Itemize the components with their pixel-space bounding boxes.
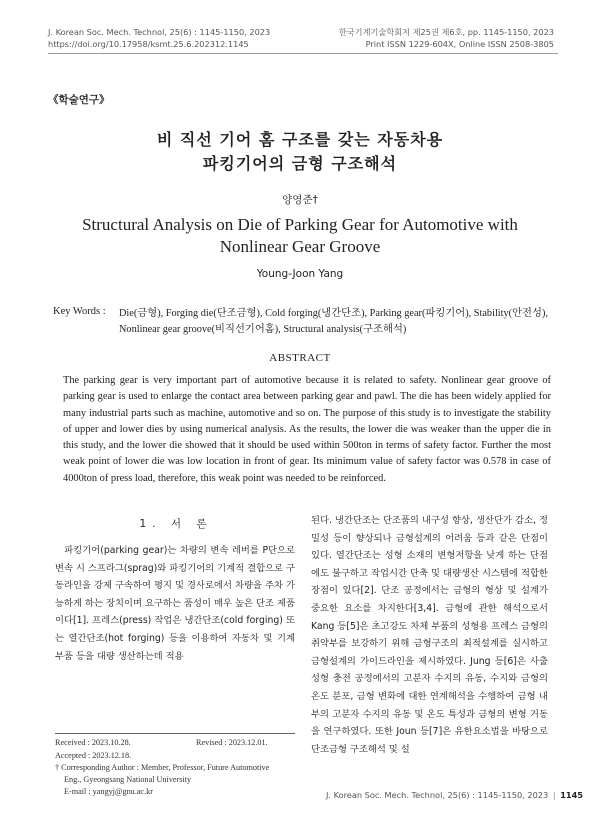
intro-left-column: 파킹기어(parking gear)는 차량의 변속 레버를 P단으로 변속 시 스프라그(sprag)와 파킹기어의 기계적 결합으로 구동라인을 강제 구속하여 평지 및 경사로에서 차량을 주차 가능하게 하는 장치이며 요구하는 품성이 매우 높은 단조 제품이다[1]. 프레스(press) 작업은 냉간단조(cold forging) 또는 열간단조(hot forging) 등을 이용하여 자동차 및 기계 부품 등을 대량 생산하는데 적용: [55, 545, 295, 662]
corresponding-author-line2: Eng., Gyeongsang National University: [64, 775, 192, 784]
abstract-heading: ABSTRACT: [269, 352, 331, 364]
author-email[interactable]: E-mail : yangyj@gnu.ac.kr: [64, 787, 153, 796]
footer-citation: J. Korean Soc. Mech. Technol, 25(6) : 1145-1150, 2023: [326, 790, 549, 800]
keywords-label: Key Words :: [53, 306, 106, 317]
author-english: Young-Joon Yang: [256, 268, 344, 280]
footnote-rule: [55, 733, 295, 734]
article-category: 《학술연구》: [48, 94, 110, 106]
title-korean-line2: 파킹기어의 금형 구조해석: [202, 154, 398, 173]
journal-citation-header: J. Korean Soc. Mech. Technol, 25(6) : 1145-1150, 2023: [48, 27, 271, 37]
keywords-line2: Nonlinear gear groove(비직선기어홈), Structural analysis(구조해석): [119, 324, 407, 335]
page-number: 1145: [560, 790, 583, 800]
received-date: Received : 2023.10.28.: [55, 738, 131, 747]
author-korean: 양영준†: [282, 194, 318, 206]
section-heading-introduction: 1. 서 론: [139, 518, 213, 530]
page-footer: [326, 790, 583, 800]
accepted-date: Accepted : 2023.12.18.: [55, 751, 132, 760]
title-korean-line1: 비 직선 기어 홈 구조를 갖는 자동차용: [156, 130, 444, 149]
issn-header: Print ISSN 1229-604X, Online ISSN 2508-3805: [365, 39, 554, 49]
footer-separator: |: [552, 790, 556, 800]
title-english-line2: Nonlinear Gear Groove: [219, 237, 381, 256]
intro-right-column: 된다. 냉간단조는 단조품의 내구성 향상, 생산단가 감소, 정밀성 등이 향상되나 금형설계의 어려움 등과 같은 단점이 있다. 열간단조는 성형 소재의 변형저항을 낮게 하는 단점에도 불구하고 작업시간 단축 및 대량생산 시스템에 적합한 장점이 있다[2]. 단조 공정에서는 금형의 형상 및 설계가 중요한 요소를 차지한다[3,4]. 금형에 관한 해석으로서 Kang 등[5]은 초고강도 차체 부품의 성형용 프레스 금형의 취약부를 보강하기 위해 금형구조의 최적설계를 실시하고 금형설계의 가이드라인을 제시하였다. Jung 등[6]은 사출성형 충전 공정에서의 고분자 수지의 유동, 수지와 금형의 온도 분포, 금형 변화에 대한 연계해석을 수행하여 금형 내부의 고분자 수지의 유동 및 온도 특성과 금형의 변형 거동을 연구하였다. 또한 Joun 등[7]은 유한요소법을 바탕으로 단조금형 구조해석 및 설: [311, 515, 548, 755]
corresponding-author-line1: † Corresponding Author : Member, Professor, Future Automotive: [55, 763, 270, 772]
keywords-line1: Die(금형), Forging die(단조금형), Cold forging(냉간단조), Parking gear(파킹기어), Stability(안전성),: [119, 308, 548, 319]
revised-date: Revised : 2023.12.01.: [196, 738, 268, 747]
journal-korean-header: 한국기계기술학회지 제25권 제6호, pp. 1145-1150, 2023: [338, 27, 554, 37]
title-english-line1: Structural Analysis on Die of Parking Gear for Automotive with: [82, 215, 518, 234]
abstract-text: The parking gear is very important part of automotive because it is related to safety. Nonlinear gear groove of parking gear is used to enlarge the contact area between parking gear and pawl. The die has been widely applied for many industrial parts such as machine, automotive and so on. The purpose of this study is to investigate the stability of upper and lower dies by using numerical analysis. As the results, the lower die was weaker than the upper die in this study, and the lower die showed that it should be used within 500ton in terms of safety factor. Further the most weak point of lower die was low location in front of gear. Its minimum value of safety factor was 0.578 in case of 4000ton of press load, therefore, this weak point was needed to be reinforced.: [63, 375, 551, 484]
header-rule: [48, 53, 558, 54]
doi-link[interactable]: https://doi.org/10.17958/ksmt.25.6.202312.1145: [48, 39, 249, 49]
